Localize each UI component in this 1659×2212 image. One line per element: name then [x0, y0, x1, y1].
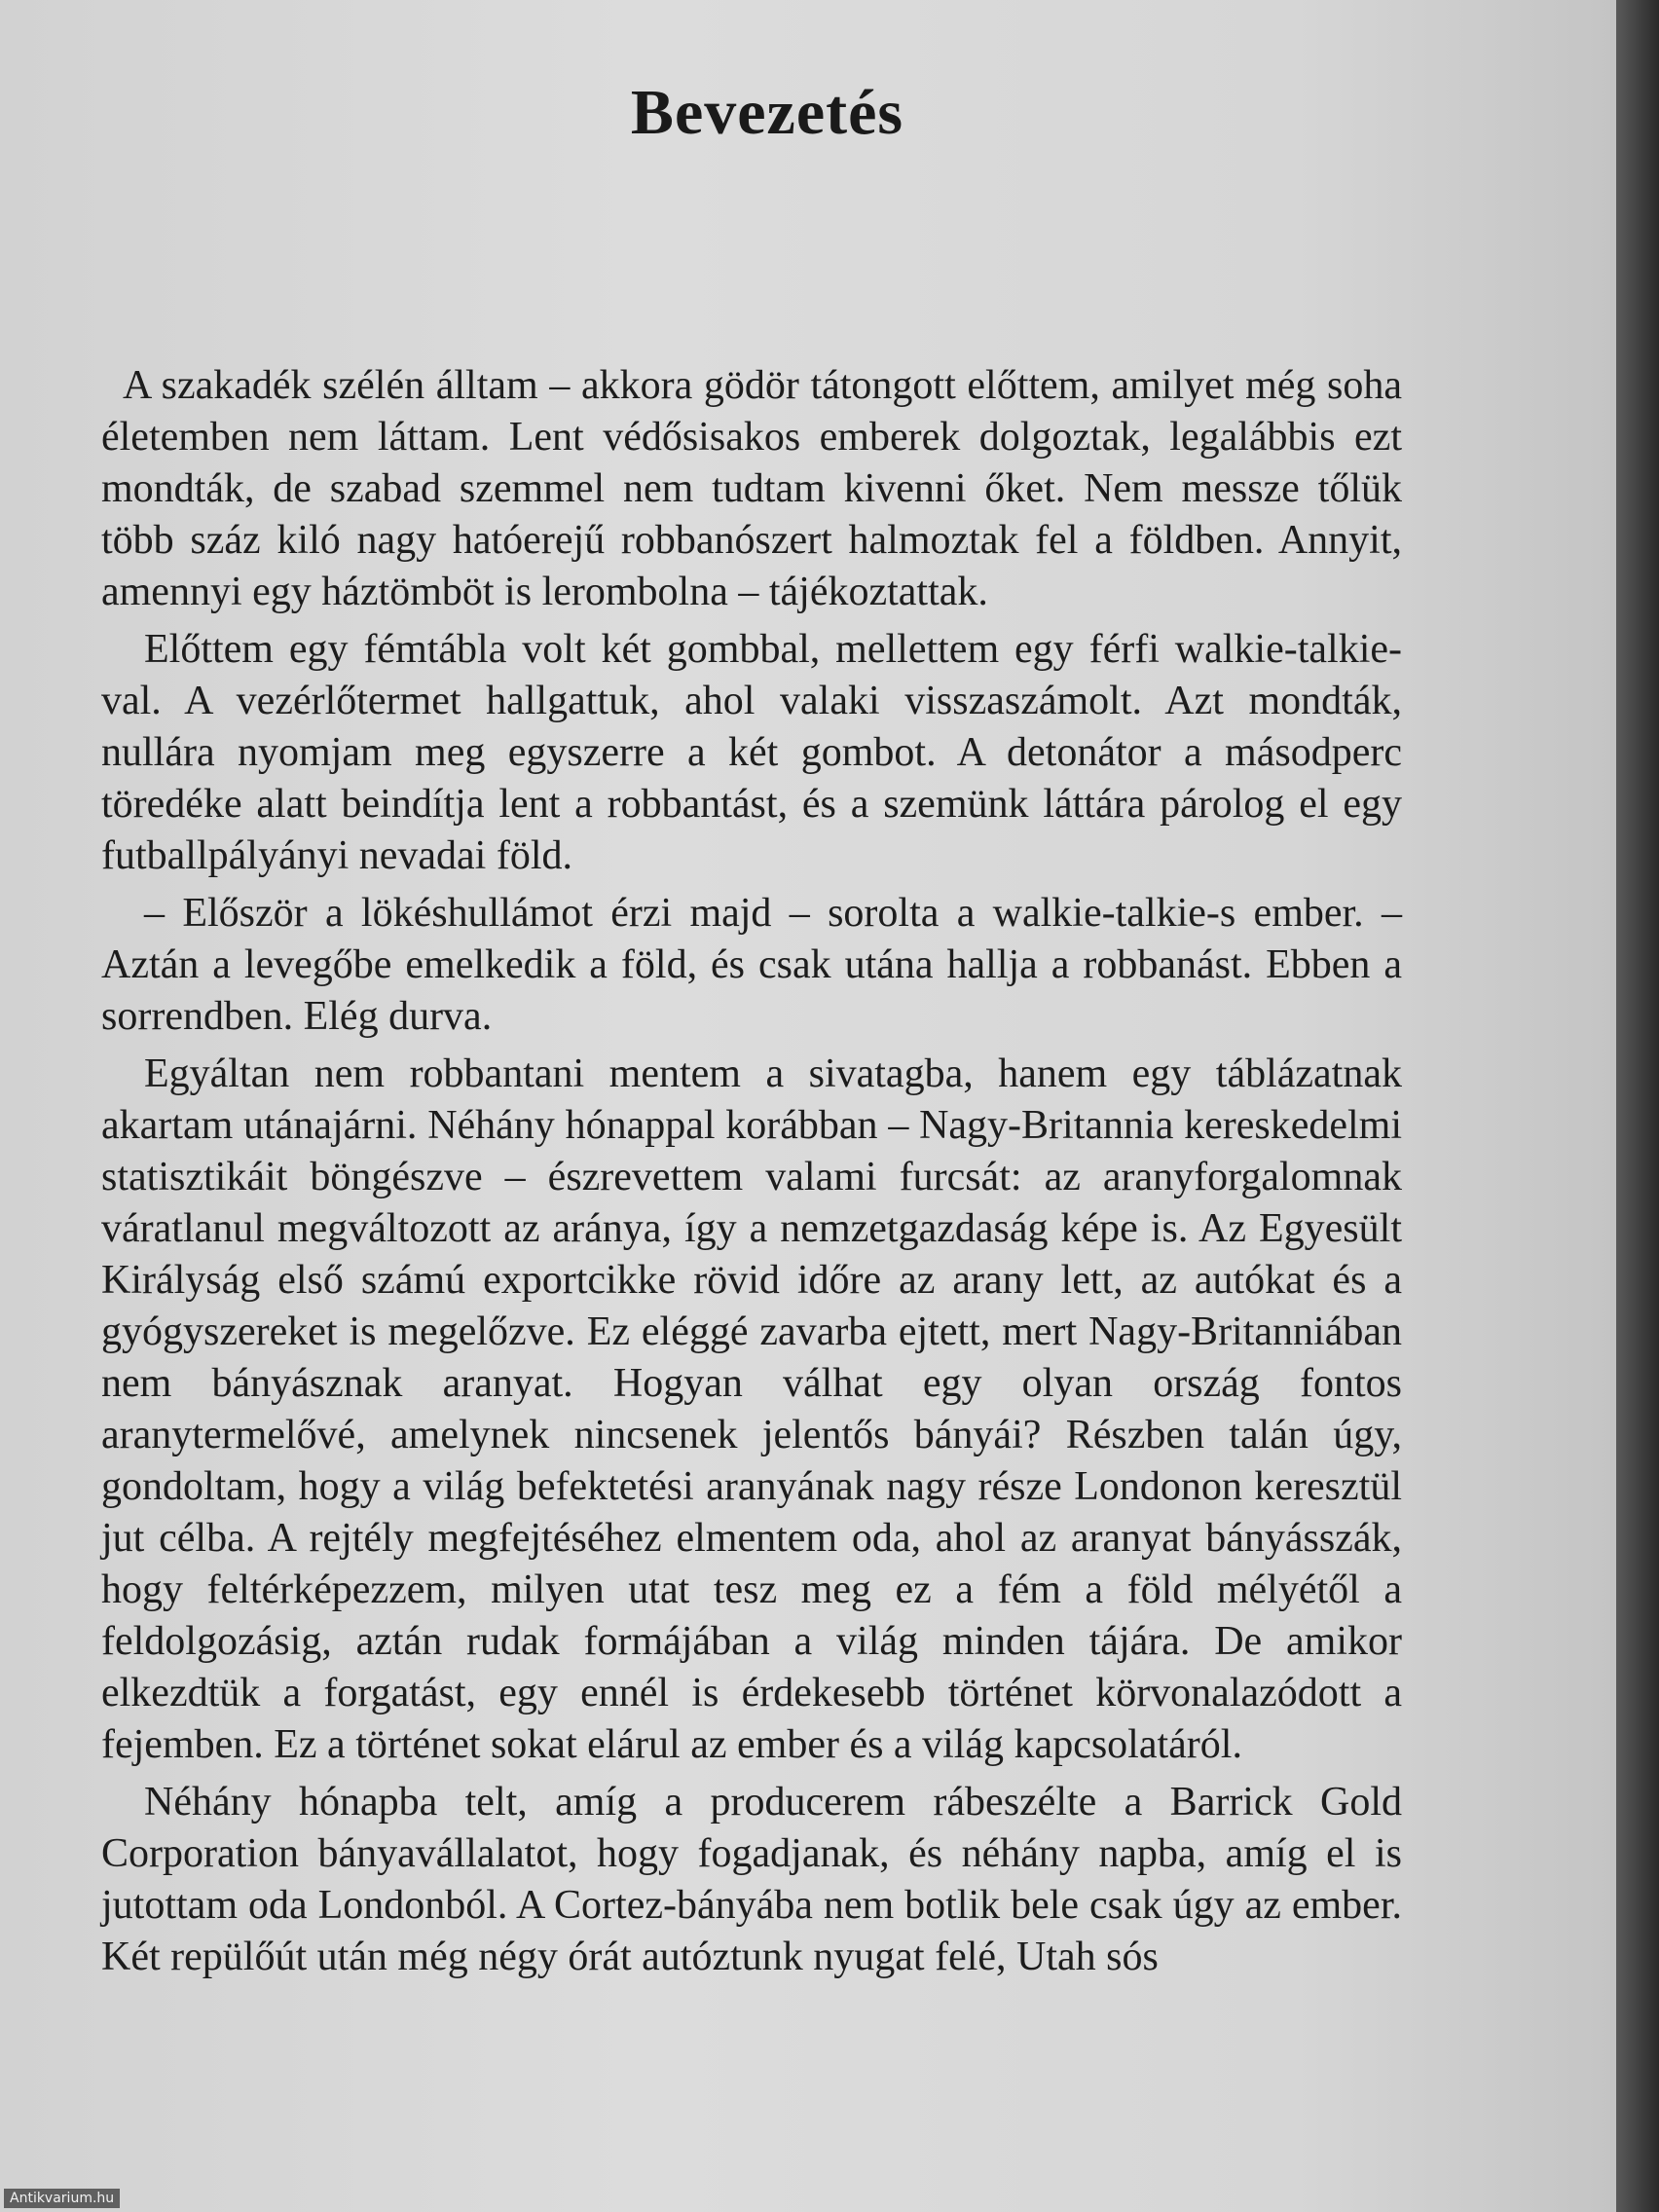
page-edge-shadow [1616, 0, 1659, 2212]
chapter-title: Bevezetés [630, 77, 904, 148]
paragraph-4: Egyáltan nem robbantani mentem a sivatagba, hanem egy táblázatnak akartam utánajárni. Néhány hónappal korábban – Nagy-Britannia kereskedelmi statisztikáit böngészve – észrevettem valami furcsát: az aranyforgalomnak váratlanul megváltozott az aránya, így a nemzetgazdaság képe is. Az Egyesült Királyság első számú exportcikke rövid időre az arany lett, az autókat és a gyógyszereket is megelőzve. Ez eléggé zavarba ejtett, mert Nagy-Britanniában nem bányásznak aranyat. Hogyan válhat egy olyan ország fontos aranytermelővé, amelynek nincsenek jelentős bányái? Részben talán úgy, gondoltam, hogy a világ befektetési aranyának nagy része Londonon keresztül jut célba. A rejtély megfejtéséhez elmentem oda, ahol az aranyat bányásszák, hogy feltérképezzem, milyen utat tesz meg ez a fém a föld mélyétől a feldolgozásig, aztán rudak formájában a világ minden tájára. De amikor elkezdtük a forgatást, egy ennél is érdekesebb történet körvonalazódott a fejemben. Ez a történet sokat elárul az ember és a világ kapcsolatáról. [101, 1051, 1402, 1767]
body-text [101, 360, 1402, 1989]
paragraph-2: Előttem egy fémtábla volt két gombbal, mellettem egy férfi walkie-talkie-val. A vezérlőtermet hallgattuk, ahol valaki visszaszámolt. Azt mondták, nullára nyomjam meg egyszerre a két gombot. A detonátor a másodperc töredéke alatt beindítja lent a robbantást, és a szemünk láttára párolog el egy futballpályányi nevadai föld. [101, 627, 1402, 878]
paragraph-5: Néhány hónapba telt, amíg a producerem rábeszélte a Barrick Gold Corporation bányavállalatot, hogy fogadjanak, és néhány napba, amíg el is jutottam oda Londonból. A Cortez-bányába nem botlik bele csak úgy az ember. Két repülőút után még négy órát autóztunk nyugat felé, Utah sós [101, 1780, 1402, 1979]
paragraph-3: – Először a lökéshullámot érzi majd – sorolta a walkie-talkie-s ember. – Aztán a levegőbe emelkedik a föld, és csak utána hallja a robbanást. Ebben a sorrendben. Elég durva. [101, 891, 1402, 1039]
paragraph-1: A szakadék szélén álltam – akkora gödör tátongott előttem, amilyet még soha életemben nem láttam. Lent védősisakos emberek dolgoztak, legalábbis ezt mondták, de szabad szemmel nem tudtam kivenni őket. Nem messze tőlük több száz kiló nagy hatóerejű robbanószert halmoztak fel a földben. Annyit, amennyi egy háztömböt is lerombolna – tájékoztattak. [101, 363, 1402, 614]
watermark: Antikvarium.hu [4, 2189, 120, 2208]
